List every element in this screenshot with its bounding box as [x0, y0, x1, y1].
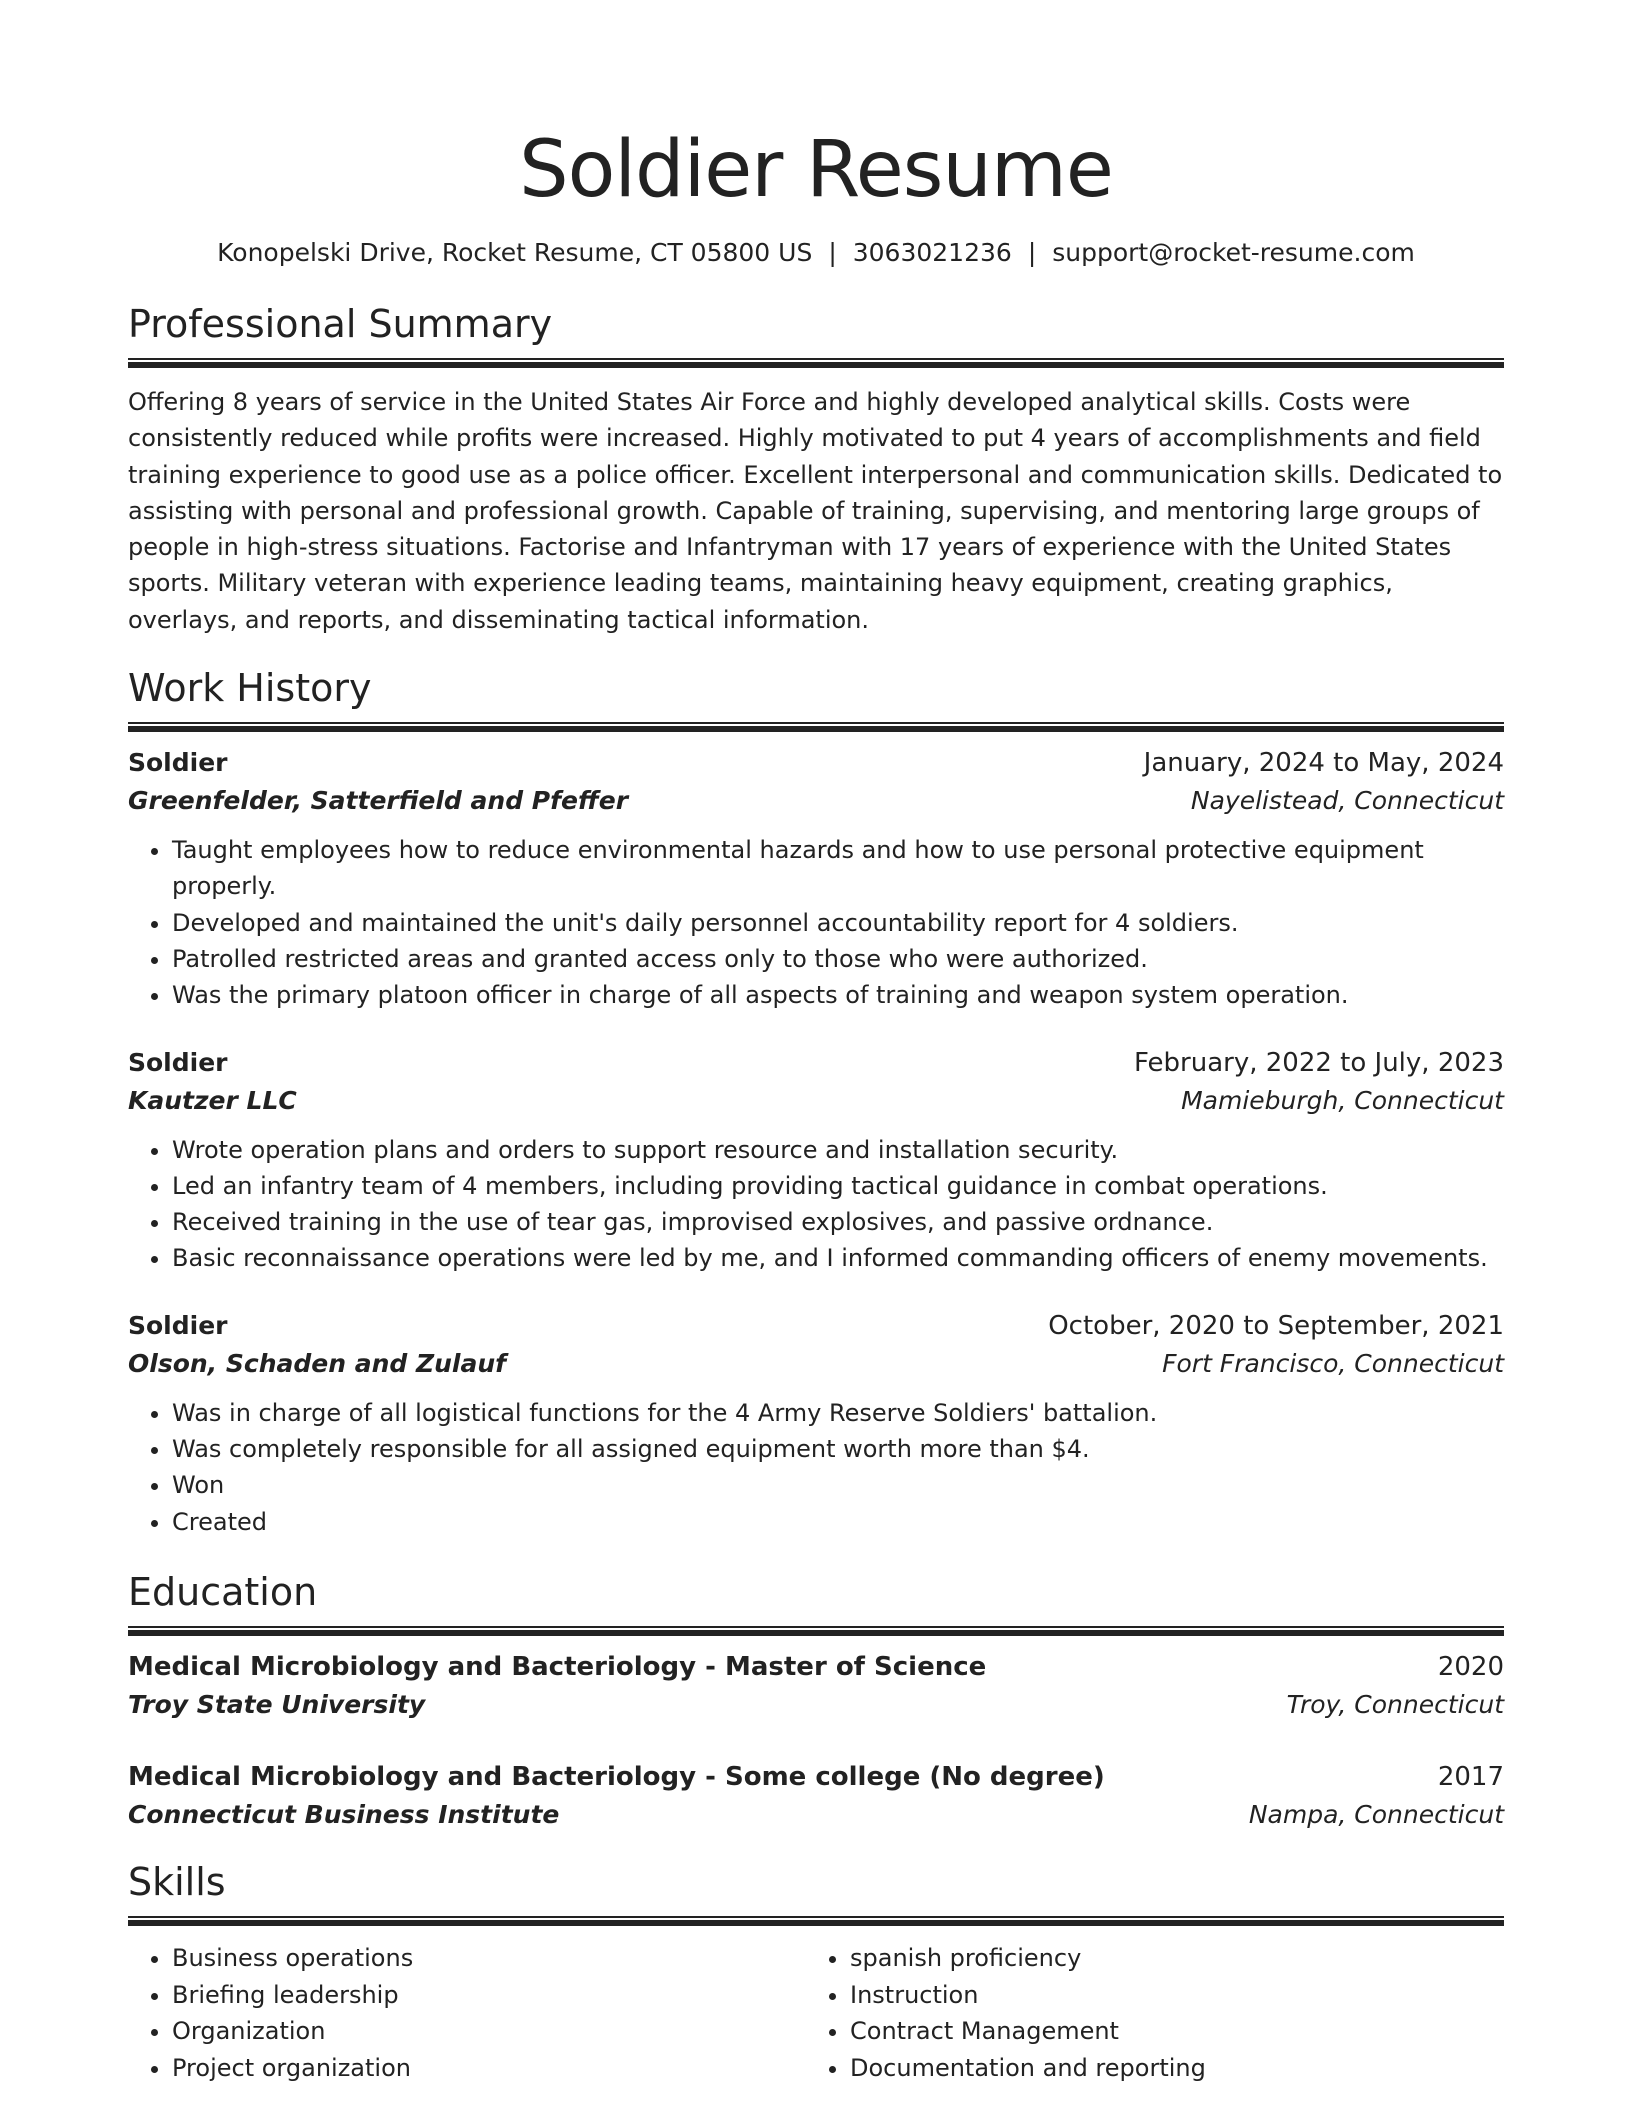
- list-item: • Organization: [172, 2013, 806, 2050]
- education-location: Troy, Connecticut: [1286, 1689, 1504, 1719]
- education-school: Troy State University: [128, 1689, 426, 1719]
- list-item: • spanish proficiency: [850, 1940, 1484, 1977]
- skills-list-right: [806, 1940, 1484, 2087]
- list-item: • Instruction: [850, 1977, 1484, 2014]
- section-divider: [128, 1626, 1504, 1636]
- list-item: • Patrolled restricted areas and granted access only to those who were authorized.: [172, 941, 1504, 977]
- education-year: 2017: [1437, 1761, 1504, 1792]
- summary-section: [128, 300, 1504, 638]
- education-location: Nampa, Connecticut: [1248, 1799, 1504, 1829]
- job-location: Fort Francisco, Connecticut: [1162, 1348, 1504, 1378]
- education-section: [128, 1568, 1504, 1834]
- section-divider: [128, 1916, 1504, 1926]
- list-item: • Was completely responsible for all assigned equipment worth more than $4.: [172, 1431, 1504, 1467]
- contact-separator: |: [828, 238, 837, 267]
- job-title: Soldier: [128, 1047, 228, 1077]
- education-entry: [128, 1648, 1504, 1724]
- job-title: Soldier: [128, 748, 228, 778]
- list-item: • Won: [172, 1467, 1504, 1503]
- job-bullets: [128, 1132, 1504, 1277]
- list-item: • Taught employees how to reduce environmental hazards and how to use personal protective equipment properly.: [172, 832, 1504, 905]
- contact-address: Konopelski Drive, Rocket Resume, CT 05800 US: [217, 238, 813, 267]
- list-item: • Received training in the use of tear gas, improvised explosives, and passive ordnance.: [172, 1204, 1504, 1240]
- resume-page: [128, 0, 1504, 2087]
- work-history-section: [128, 664, 1504, 1540]
- list-item: • Created: [172, 1504, 1504, 1540]
- job-title: Soldier: [128, 1310, 228, 1340]
- skills-section: [128, 1858, 1504, 2087]
- list-item: • Documentation and reporting: [850, 2050, 1484, 2087]
- section-divider: [128, 358, 1504, 368]
- job-bullets: [128, 832, 1504, 1013]
- job-location: Nayelistead, Connecticut: [1190, 786, 1504, 816]
- list-item: • Briefing leadership: [172, 1977, 806, 2014]
- list-item: • Basic reconnaissance operations were led by me, and I informed commanding officers of enemy movements.: [172, 1240, 1504, 1276]
- skills-list-left: [128, 1940, 806, 2087]
- job-dates: October, 2020 to September, 2021: [1048, 1310, 1504, 1341]
- section-title-education: Education: [128, 1569, 318, 1614]
- contact-phone: 3063021236: [852, 238, 1012, 267]
- section-title-work-history: Work History: [128, 666, 372, 711]
- education-year: 2020: [1437, 1651, 1504, 1682]
- section-title-summary: Professional Summary: [128, 302, 553, 346]
- job-bullets: [128, 1395, 1504, 1540]
- education-entry: [128, 1758, 1504, 1834]
- job-entry: [128, 744, 1504, 1013]
- list-item: • Led an infantry team of 4 members, including providing tactical guidance in combat operations.: [172, 1168, 1504, 1204]
- job-location: Mamieburgh, Connecticut: [1181, 1085, 1504, 1115]
- education-degree: Medical Microbiology and Bacteriology - Some college (No degree): [128, 1761, 1105, 1792]
- section-title-skills: Skills: [128, 1859, 226, 1904]
- job-employer: Olson, Schaden and Zulauf: [128, 1348, 507, 1378]
- list-item: • Contract Management: [850, 2013, 1484, 2050]
- list-item: • Business operations: [172, 1940, 806, 1977]
- education-degree: Medical Microbiology and Bacteriology - Master of Science: [128, 1651, 987, 1682]
- contact-email[interactable]: support@rocket-resume.com: [1052, 238, 1415, 267]
- list-item: • Project organization: [172, 2050, 806, 2087]
- summary-text: Offering 8 years of service in the United States Air Force and highly developed analytical skills. Costs were consistently reduced while profits were increased. Highly motivated to put 4 years of accomplishments and field training experience to good use as a police officer. Excellent interpersonal and communication skills. Dedicated to assisting with personal and professional growth. Capable of training, supervising, and mentoring large groups of people in high-stress situations. Factorise and Infantryman with 17 years of experience with the United States sports. Military veteran with experience leading teams, maintaining heavy equipment, creating graphics, overlays, and reports, and disseminating tactical information.: [128, 388, 1503, 634]
- job-employer: Greenfelder, Satterfield and Pfeffer: [128, 786, 629, 816]
- job-dates: January, 2024 to May, 2024: [1143, 748, 1504, 779]
- job-entry: [128, 1307, 1504, 1540]
- contact-line: [128, 236, 1504, 270]
- skills-columns: [128, 1940, 1504, 2087]
- job-entry: [128, 1044, 1504, 1277]
- list-item: • Was in charge of all logistical functions for the 4 Army Reserve Soldiers' battalion.: [172, 1395, 1504, 1431]
- resume-name: Soldier Resume: [519, 125, 1113, 215]
- section-divider: [128, 722, 1504, 732]
- list-item: • Developed and maintained the unit's daily personnel accountability report for 4 soldiers.: [172, 905, 1504, 941]
- job-employer: Kautzer LLC: [128, 1085, 297, 1115]
- job-dates: February, 2022 to July, 2023: [1134, 1047, 1504, 1078]
- contact-separator: |: [1027, 238, 1037, 267]
- list-item: • Wrote operation plans and orders to support resource and installation security.: [172, 1132, 1504, 1168]
- education-school: Connecticut Business Institute: [128, 1799, 560, 1829]
- list-item: • Was the primary platoon officer in charge of all aspects of training and weapon system operation.: [172, 977, 1504, 1013]
